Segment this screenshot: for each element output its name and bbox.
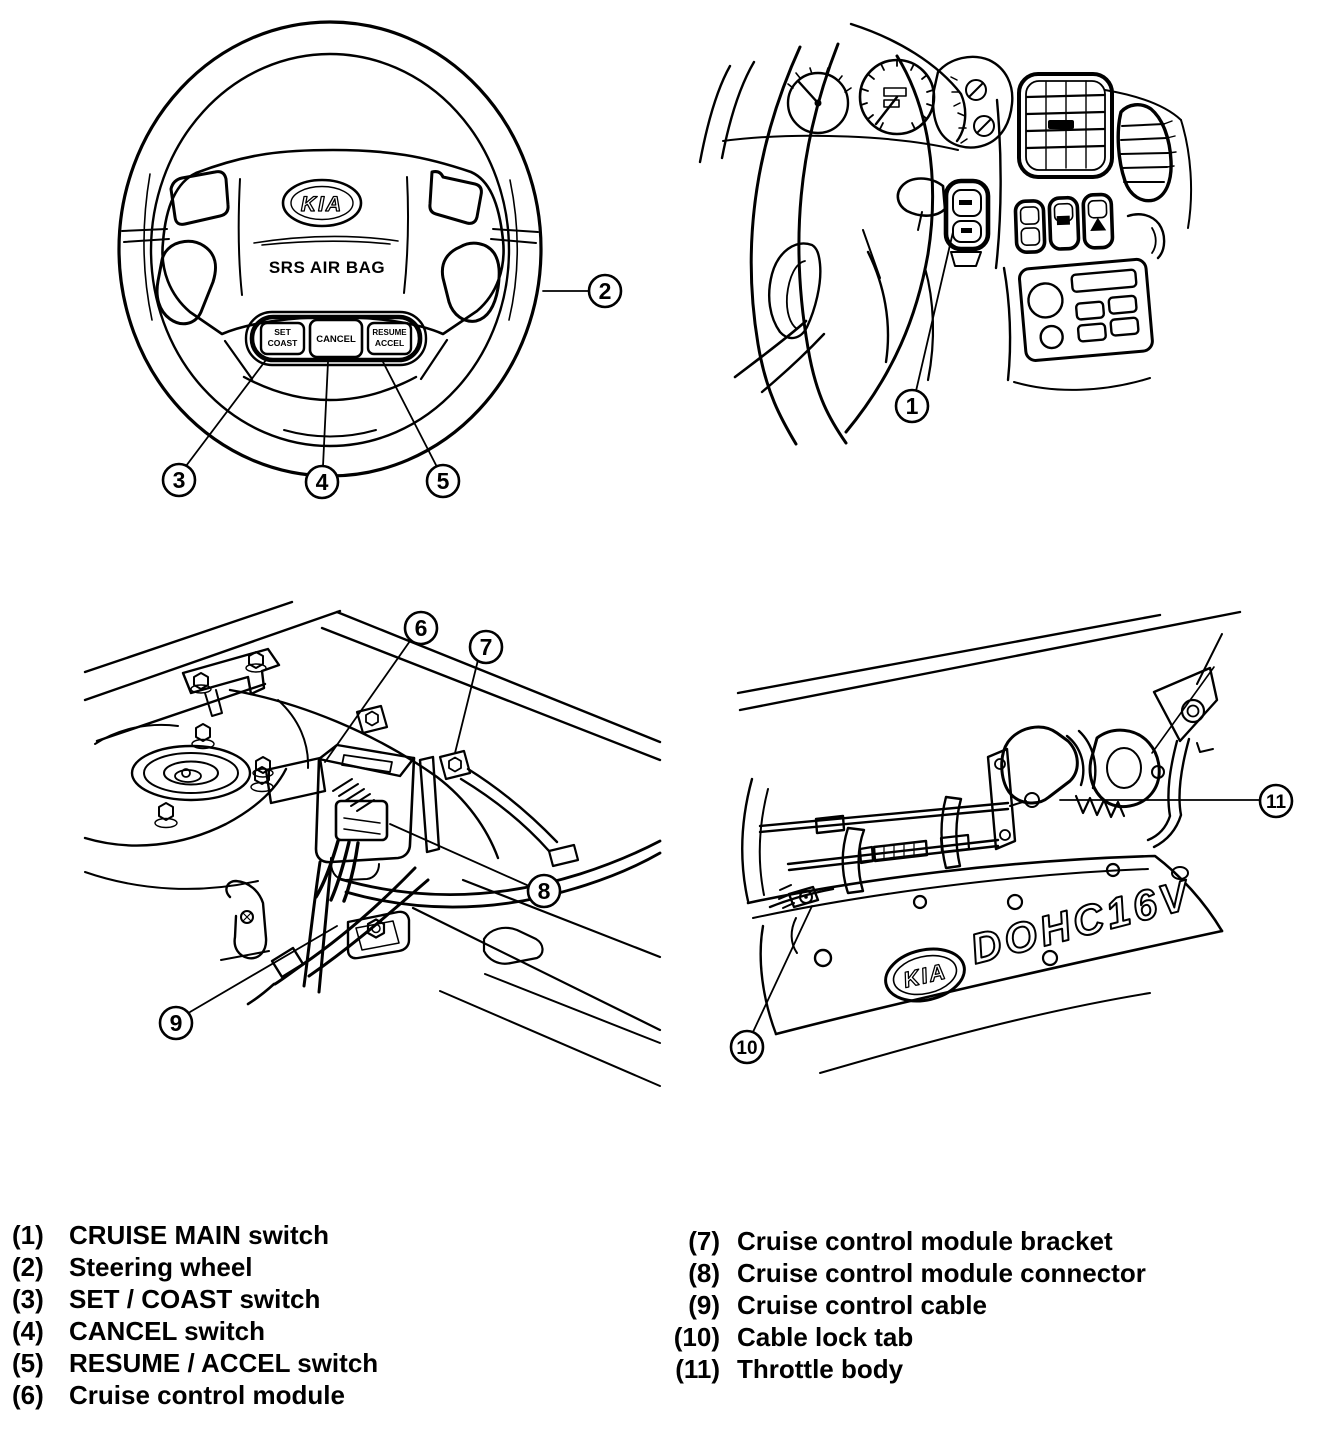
legend-label: Steering wheel bbox=[69, 1252, 253, 1282]
wheel-outer-rim bbox=[119, 22, 541, 476]
throttle-body bbox=[988, 727, 1164, 849]
legend-number: (8) bbox=[688, 1258, 720, 1288]
callout-1 bbox=[896, 232, 953, 422]
kia-logo-oval bbox=[283, 180, 361, 226]
legend-label: SET / COAST switch bbox=[69, 1284, 321, 1314]
legend-item-7 bbox=[660, 1225, 1146, 1257]
svg-text:11: 11 bbox=[1265, 792, 1287, 813]
hazard-triangle-icon bbox=[1090, 217, 1106, 231]
cable-anchor-plate bbox=[348, 912, 409, 958]
legend-label: CRUISE MAIN switch bbox=[69, 1220, 330, 1250]
grip-cutout-right bbox=[442, 243, 499, 321]
tachometer-gauge bbox=[788, 68, 851, 133]
legend-item-1 bbox=[12, 1219, 378, 1251]
legend-label: Cruise control module bracket bbox=[737, 1226, 1113, 1256]
svg-text:SET: SET bbox=[274, 327, 291, 337]
kia-logo-text: KIA bbox=[300, 193, 344, 216]
callout-10 bbox=[731, 906, 812, 1063]
cruise-control-module bbox=[253, 745, 414, 901]
throttle-body-illustration bbox=[738, 612, 1240, 1073]
svg-text:6: 6 bbox=[414, 615, 428, 641]
legend-label: Cruise control cable bbox=[737, 1290, 987, 1320]
wheel-spoke-cutout bbox=[769, 244, 820, 338]
legend-number: (3) bbox=[12, 1284, 44, 1314]
legend-label: Cruise control module bbox=[69, 1380, 345, 1410]
legend-item-4 bbox=[12, 1315, 378, 1347]
legend-number: (6) bbox=[12, 1380, 44, 1410]
dash-rocker-switches bbox=[1015, 194, 1113, 252]
callout-3 bbox=[163, 360, 266, 496]
legend-item-9 bbox=[660, 1289, 1146, 1321]
svg-text:2: 2 bbox=[598, 278, 612, 304]
svg-text:5: 5 bbox=[436, 468, 450, 494]
legend-number: (9) bbox=[688, 1290, 720, 1320]
center-air-vent bbox=[1019, 74, 1112, 177]
legend-item-10 bbox=[660, 1321, 1146, 1353]
strut-tower bbox=[132, 724, 273, 828]
legend-label: Cruise control module connector bbox=[737, 1258, 1146, 1288]
legend-label: CANCEL switch bbox=[69, 1316, 265, 1346]
legend-item-8 bbox=[660, 1257, 1146, 1289]
svg-text:10: 10 bbox=[736, 1038, 758, 1059]
legend-number: (2) bbox=[12, 1252, 44, 1282]
legend-item-11 bbox=[660, 1353, 1146, 1385]
svg-text:3: 3 bbox=[172, 467, 186, 493]
svg-text:CANCEL: CANCEL bbox=[316, 334, 356, 345]
legend-number: (5) bbox=[12, 1348, 44, 1378]
legend-item-5 bbox=[12, 1347, 378, 1379]
svg-text:4: 4 bbox=[315, 469, 329, 495]
cruise-main-switch bbox=[946, 181, 988, 266]
dashboard-illustration bbox=[700, 24, 1191, 444]
legend-right-column bbox=[660, 1225, 1146, 1385]
svg-text:8: 8 bbox=[537, 878, 551, 904]
steering-wheel-illustration bbox=[119, 22, 541, 476]
legend-item-3 bbox=[12, 1283, 378, 1315]
turn-signal-stalk bbox=[898, 179, 945, 216]
grip-cutout-left bbox=[157, 241, 216, 323]
spoke-cutout-right bbox=[430, 172, 482, 224]
cable-clamp-bracket bbox=[221, 881, 269, 960]
legend-item-2 bbox=[12, 1251, 378, 1283]
callout-2 bbox=[543, 275, 621, 307]
legend-number: (1) bbox=[12, 1220, 44, 1250]
svg-text:1: 1 bbox=[905, 393, 919, 419]
spoke-cutout-left bbox=[171, 172, 228, 225]
legend-label: Cable lock tab bbox=[737, 1322, 914, 1352]
valve-cover-text: DOHC16V bbox=[965, 870, 1197, 973]
callout-7 bbox=[455, 631, 502, 753]
svg-text:KIA: KIA bbox=[900, 958, 950, 993]
callout-5 bbox=[382, 360, 459, 497]
cruise-module-bracket bbox=[357, 706, 578, 866]
radio-small-knob bbox=[1040, 325, 1064, 349]
svg-text:7: 7 bbox=[479, 634, 493, 660]
legend-label: Throttle body bbox=[737, 1354, 904, 1384]
svg-text:RESUME: RESUME bbox=[372, 328, 407, 337]
side-air-vent bbox=[1118, 105, 1176, 201]
svg-text:COAST: COAST bbox=[267, 338, 298, 348]
legend-label: RESUME / ACCEL switch bbox=[69, 1348, 379, 1378]
radio-display bbox=[1071, 269, 1136, 292]
engine-valve-cover bbox=[748, 856, 1222, 1073]
callout-4 bbox=[306, 362, 338, 498]
cruise-control-cable bbox=[248, 868, 428, 1004]
legend-number: (11) bbox=[675, 1354, 720, 1384]
svg-text:ACCEL: ACCEL bbox=[374, 338, 405, 348]
srs-airbag-label: SRS AIR BAG bbox=[268, 258, 386, 277]
speedometer-gauge bbox=[860, 60, 934, 134]
legend-left-column bbox=[12, 1219, 378, 1411]
legend-number: (10) bbox=[673, 1322, 720, 1352]
radio-panel bbox=[1019, 259, 1154, 362]
legend-item-6 bbox=[12, 1379, 378, 1411]
radio-knob bbox=[1027, 282, 1064, 319]
legend-number: (7) bbox=[688, 1226, 720, 1256]
legend-number: (4) bbox=[12, 1316, 44, 1346]
svg-text:9: 9 bbox=[169, 1010, 183, 1036]
